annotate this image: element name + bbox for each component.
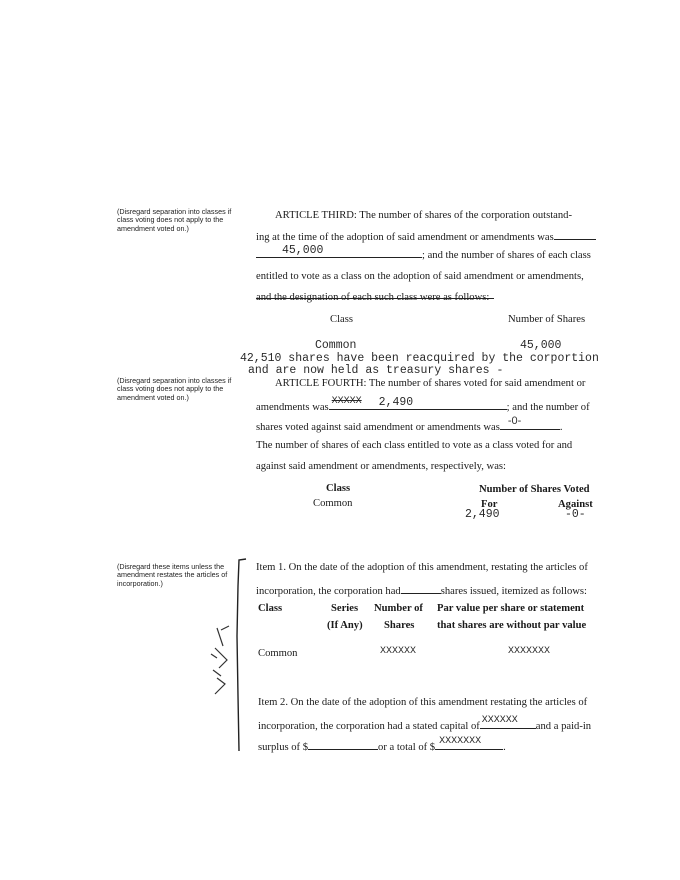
margin-note-items: (Disregard these items unless the amendment restates the articles of incorporation.) — [117, 562, 228, 588]
article-fourth-line-3-text: shares voted against said amendment or amendments was — [256, 422, 500, 433]
shares-issued-field — [401, 583, 441, 594]
article-fourth-against-header: Against — [558, 499, 593, 510]
article-fourth-line-2-text: amendments was — [256, 402, 329, 413]
article-third-line-4: entitled to vote as a class on the adoption of said amendment or amendments, — [256, 271, 584, 282]
paid-in-surplus-field — [308, 739, 378, 750]
votes-for-field — [329, 396, 507, 410]
item1-class-header: Class — [258, 603, 283, 614]
article-fourth-line-3 — [256, 415, 563, 433]
item1-line-2-text: incorporation, the corporation had — [256, 586, 401, 597]
article-third-class-name: Common — [315, 339, 357, 352]
votes-against-field — [500, 415, 560, 430]
article-third-class-header: Class — [330, 314, 353, 325]
item1-series-subheader: (If Any) — [327, 620, 363, 631]
shares-outstanding-field — [256, 244, 422, 258]
article-third-line-1: ARTICLE THIRD: The number of shares of the corporation outstand- — [275, 210, 573, 221]
item2-line-3-text: surplus of $ — [258, 742, 309, 753]
votes-against-value: -0- — [507, 415, 522, 427]
struck-value: XXXXX — [331, 396, 362, 407]
item1-par-subheader: that shares are without par value — [437, 620, 587, 631]
total-field — [435, 736, 503, 750]
article-third-line-3 — [256, 244, 591, 261]
article-fourth-class-name: Common — [313, 498, 353, 509]
votes-for-value: 2,490 — [378, 396, 414, 409]
item1-par-header: Par value per share or statement — [437, 603, 585, 614]
item1-line-2 — [256, 583, 587, 597]
item1-line-1: Item 1. On the date of the adoption of this amendment, restating the articles of — [256, 562, 588, 573]
item2-line-2 — [258, 715, 592, 732]
stated-capital-field — [480, 715, 536, 729]
item1-number-header: Number of — [374, 603, 423, 614]
item2-line-1: Item 2. On the date of the adoption of this amendment restating the articles of — [258, 697, 588, 708]
item1-row-number: XXXXXX — [380, 646, 417, 657]
treasury-note-line-1: 42,510 shares have been reacquired by the corportion — [240, 352, 599, 365]
handwritten-signature-mark — [207, 624, 237, 704]
article-fourth-line-3-end: . — [559, 422, 563, 433]
item2-line-3-mid: or a total of $ — [378, 742, 436, 753]
article-fourth-against-value: -0- — [565, 508, 586, 521]
item2-line-3-end: . — [503, 742, 506, 753]
article-fourth-line-2 — [256, 396, 590, 413]
article-fourth-line-4: The number of shares of each class entitled to vote as a class voted for and — [256, 440, 573, 451]
margin-note-article-fourth: (Disregard separation into classes if class voting does not apply to the amendment voted on.) — [117, 376, 232, 402]
article-fourth-line-5: against said amendment or amendments, respectively, was: — [256, 461, 506, 472]
item2-line-2-end: and a paid-in — [535, 721, 592, 732]
blank-line — [554, 229, 596, 240]
designation-strike-line — [256, 298, 494, 299]
item1-row-par: XXXXXXX — [508, 646, 551, 657]
article-fourth-for-header: For — [481, 499, 498, 510]
article-third-class-shares: 45,000 — [520, 339, 562, 352]
item1-number-subheader: Shares — [384, 620, 415, 631]
article-fourth-line-2-end: ; and the number of — [506, 402, 590, 413]
item1-series-header: Series — [331, 603, 359, 614]
article-fourth-class-header: Class — [326, 483, 351, 494]
article-third-line-2-text: ing at the time of the adoption of said amendment or amendments was — [256, 232, 554, 243]
item2-line-3 — [258, 736, 506, 753]
total-value: XXXXXXX — [439, 736, 482, 747]
article-third-line-2 — [256, 229, 596, 243]
shares-outstanding-value: 45,000 — [282, 244, 324, 257]
margin-note-article-third: (Disregard separation into classes if class voting does not apply to the amendment voted on.) — [117, 207, 232, 233]
item2-line-2-text: incorporation, the corporation had a stated capital of — [258, 721, 480, 732]
item1-line-2-end: shares issued, itemized as follows: — [440, 586, 587, 597]
treasury-note-line-2: and are now held as treasury shares - — [248, 364, 504, 377]
article-third-line-3-text: ; and the number of shares of each class — [422, 250, 591, 261]
item1-row-class: Common — [258, 648, 298, 659]
article-fourth-line-1: ARTICLE FOURTH: The number of shares voted for said amendment or — [275, 378, 586, 389]
article-fourth-voted-header: Number of Shares Voted — [479, 484, 590, 495]
article-third-number-header: Number of Shares — [508, 314, 586, 325]
article-fourth-for-value: 2,490 — [465, 508, 500, 521]
stated-capital-value: XXXXXX — [481, 715, 518, 726]
